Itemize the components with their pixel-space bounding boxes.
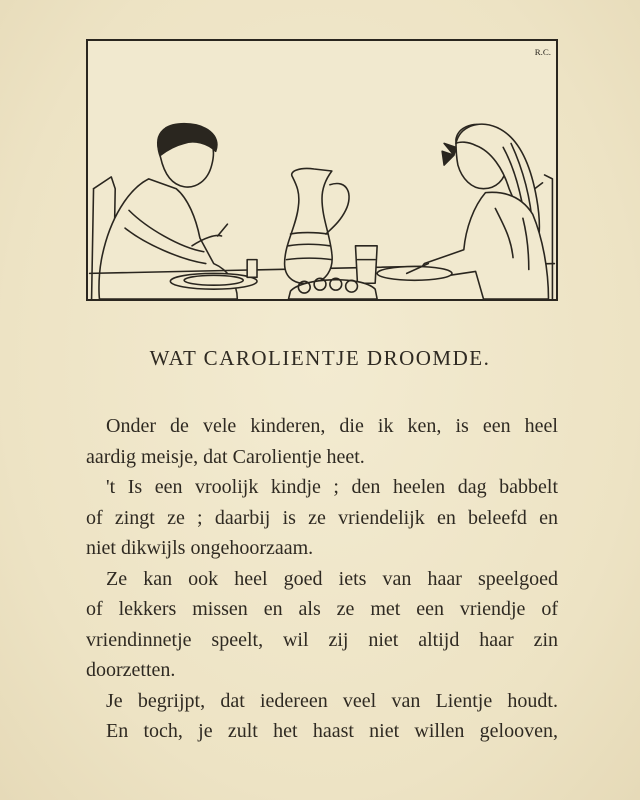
text-line: Ze kan ook heel goed iets van haar speelgoed <box>106 567 558 590</box>
girl-plate <box>377 267 452 281</box>
water-glass <box>355 246 377 283</box>
salt-cup <box>247 260 257 278</box>
text-line: vriendinnetje speelt, wil zij niet altijd haar zin <box>86 628 558 651</box>
water-jug <box>285 169 333 284</box>
illustrator-signature: R.C. <box>534 46 551 57</box>
hair-ribbon <box>442 143 456 165</box>
text-line: En toch, je zult het haast niet willen gelooven, <box>106 720 558 742</box>
body-text <box>86 411 558 747</box>
text-line: Je begrijpt, dat iedereen veel van Lientje houdt. <box>106 689 558 712</box>
chapter-title: WAT CAROLIENTJE DROOMDE. <box>149 346 491 370</box>
text-line: Onder de vele kinderen, die ik ken, is een heel <box>106 415 558 437</box>
text-line: aardig meisje, dat Carolientje heet. <box>86 445 365 468</box>
illustration-frame <box>86 39 558 301</box>
text-line: of zingt ze ; daarbij is ze vriendelijk en beleefd en <box>86 506 558 529</box>
text-line: niet dikwijls ongehoorzaam. <box>86 537 314 559</box>
text-line: of lekkers missen en als ze met een vriendje of <box>86 598 558 620</box>
text-line: 't Is een vroolijk kindje ; den heelen dag babbelt <box>106 476 558 498</box>
jug-handle <box>326 184 349 235</box>
text-line: doorzetten. <box>86 659 176 681</box>
children-at-table-illustration <box>88 41 556 299</box>
